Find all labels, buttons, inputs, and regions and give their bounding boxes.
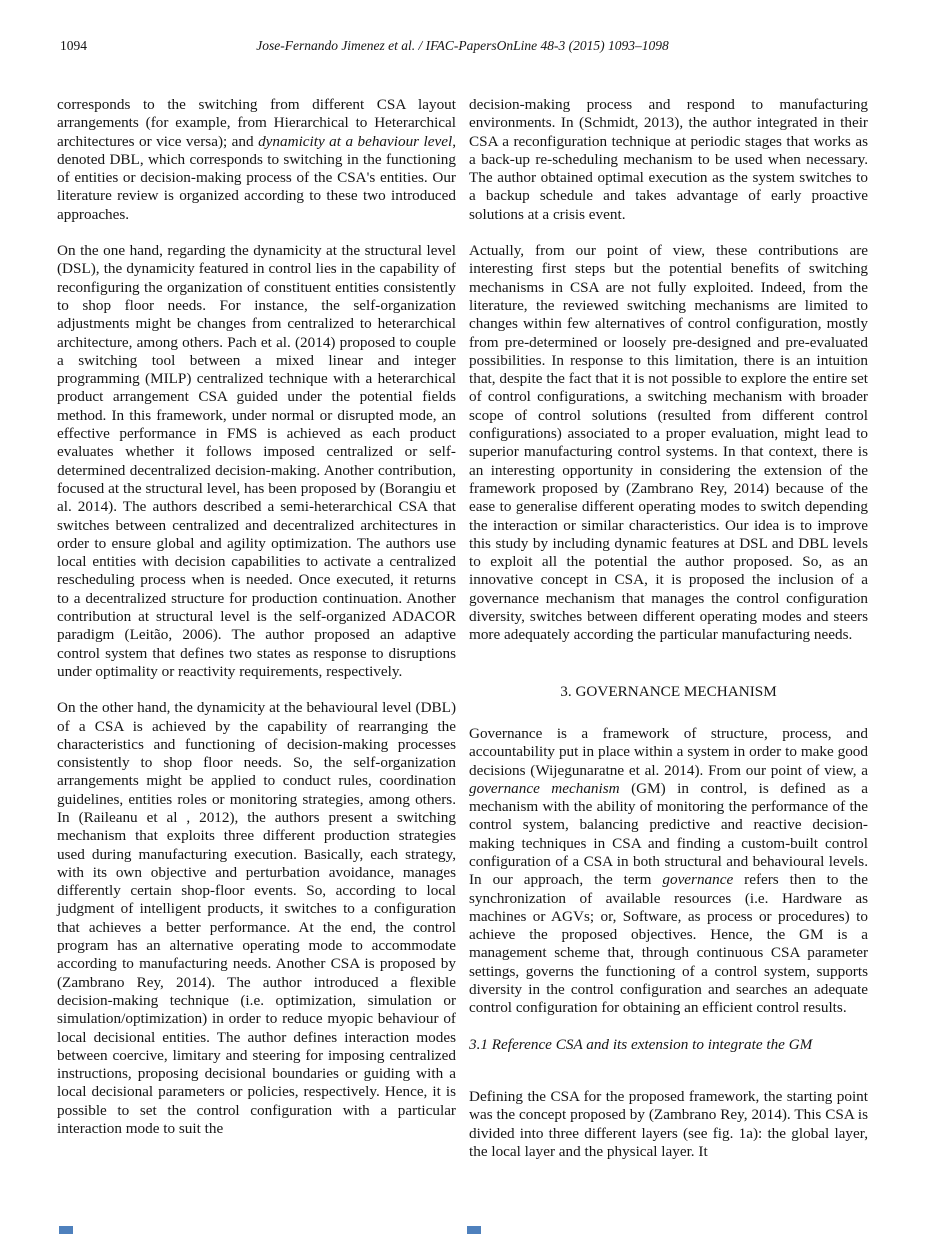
paragraph [469,96,868,224]
text-run: corresponds to the switching from different CSA layout arrangements (for example, from Hierarchical to Heterarchical architectures or vice versa); and [57,96,456,150]
paragraph [57,699,456,1138]
paragraph [469,1088,868,1161]
page-number: 1094 [60,38,87,53]
page-header [57,38,868,56]
text-run: On the one hand, regarding the dynamicity at the structural level (DSL), the dynamicity featured in control lies in the capability of reconfiguring the organization of constituent entities consistently to shop floor needs. For instance, the self-organization adjustments might be changes from centralized to heterarchical architecture, among others. Pach et al. (2014) proposed to couple a switching tool between a mixed linear and integer programming (MILP) centralized technique with a heterarchical product arrangement CSA guided under the potential fields method. In this framework, under normal or disrupted mode, an effective performance in FMS is achieved as each product evaluates whether it follows imposed centralized or self-determined decentralized decision-making. Another contribution, focused at the structural level, has been proposed by (Borangiu et al. 2014). The authors described a semi-heterarchical CSA that switches between centralized and decentralized architectures in order to ensure global and agility optimization. The authors use local entities with decision capabilities to activate a centralized rescheduling process when is needed. Once executed, it returns to a decentralized structure for production continuation. Another contribution at structural level is the self-organized ADACOR paradigm (Leitão, 2006). The author proposed an adaptive control system that defines two states as response to disruptions under optimality or reactivity requirements, respectively. [57,242,456,680]
paragraph [469,242,868,645]
text-run: Actually, from our point of view, these contributions are interesting first steps but the potential benefits of switching mechanisms in CSA are not fully exploited. Indeed, from the literature, the reviewed switching mechanisms are limited to changes within few alternatives of control configuration, mostly from pre-determined or loosely pre-designed and pre-evaluated possibilities. In response to this limitation, there is an intuition that, despite the fact that it is not possible to explore the entire set of control configurations, a switching mechanism with broader scope of control solutions (resulted from different control configurations) associated to a proper evaluation, might lead to superior manufacturing control systems. In that context, there is an interesting opportunity in considering the extension of the framework proposed by (Zambrano Rey, 2014) because of the ease to generalise different operating modes to switch depending the interaction or similar characteristics. Our idea is to improve this study by including dynamic features at DSL and DBL levels to exploit all the potential the author proposed. So, as an innovative concept in CSA, it is proposed the inclusion of a governance mechanism that manages the control configuration diversity, switches between different operating modes and steers more adequately according the particular manufacturing needs. [469,242,868,644]
italic-text-run: governance mechanism [469,779,620,797]
cut-off-figure-fragment-left [59,1226,73,1234]
text-run: Defining the CSA for the proposed framework, the starting point was the concept proposed by (Zambrano Rey, 2014). This CSA is divided into three different layers (see fig. 1a): the global layer, the local layer and the physical layer. It [469,1087,868,1160]
paragraph [57,96,456,224]
text-run: Governance is a framework of structure, process, and accountability put in place within a system in order to make good decisions (Wijegunaratne et al. 2014). From our point of view, a [469,724,868,779]
cut-off-figure-fragment-right [467,1226,481,1234]
subsection-heading: 3.1 Reference CSA and its extension to integrate the GM [469,1035,813,1053]
right-column [469,96,868,1179]
running-title: Jose-Fernando Jimenez et al. / IFAC-PapersOnLine 48-3 (2015) 1093–1098 [256,38,669,53]
italic-text-run: dynamicity at a behaviour level [258,132,453,150]
text-run: decision-making process and respond to manufacturing environments. In (Schmidt, 2013), the author integrated in their CSA a reconfiguration technique at periodic stages that works as a back-up re-scheduling mechanism to be used when necessary. The author obtained optimal execution as the system switches to a backup schedule and takes advantage of early proactive solutions at a crisis event. [469,96,868,223]
text-run: refers then to the synchronization of available resources (i.e. Hardware as machines or AGVs; or, Software, as process or procedures) to achieve the proposed objectives. Hence, the GM is a management scheme that, through continuous CSA parameter settings, governs the functioning of a control system, supports diversity in the control configuration and searches an adequate control configuration for obtaining an efficient control results. [469,871,869,1017]
paragraph [469,725,868,1018]
section-heading: 3. GOVERNANCE MECHANISM [560,682,777,700]
text-run: On the other hand, the dynamicity at the behavioural level (DBL) of a CSA is achieved by the capability of rearranging the characteristics and functioning of decision-making processes consistently to shop floor needs. So, the self-organization arrangements might be applied to conduct rules, coordination guidelines, entities roles or monitoring strategies, among others. In (Raileanu et al , 2012), the authors present a switching mechanism that exploits three different production strategies used during manufacturing execution. Basically, each strategy, with its own objective and perturbation avoidance, manages differently certain shop-floor events. So, according to local judgment of intelligent products, it switches to a configuration that achieves a better performance. At the end, the control program has an alternative operating mode to accommodate according to manufacturing needs. Another CSA is proposed by (Zambrano Rey, 2014). The author introduced a flexible decision-making technique (i.e. optimization, simulation or simulation/optimization) in order to reduce myopic behaviour of local decisional entities. The author defines interaction modes between coercive, limitary and steering for imposing centralized instructions, proposing decisional boundaries or guiding with a local decisional parameters or policies, respectively. Hence, it is possible to set the control configuration with a particular interaction mode to suit the [57,699,456,1138]
text-run: (GM) in control, is defined as a mechanism with the ability of monitoring the performance of the control system, balancing predictive and reactive decision-making techniques in CSA and finding a custom-built control configuration of a CSA in both structural and behavioural levels. In our approach, the term [469,779,869,889]
paragraph [57,242,456,681]
text-run: , denoted DBL, which corresponds to switching in the functioning of entities or decision-making process of the CSA's entities. Our literature review is organized according to these two introduced approaches. [57,132,456,223]
left-column [57,96,456,1179]
italic-text-run: governance [662,871,734,889]
two-column-body [57,96,868,1179]
